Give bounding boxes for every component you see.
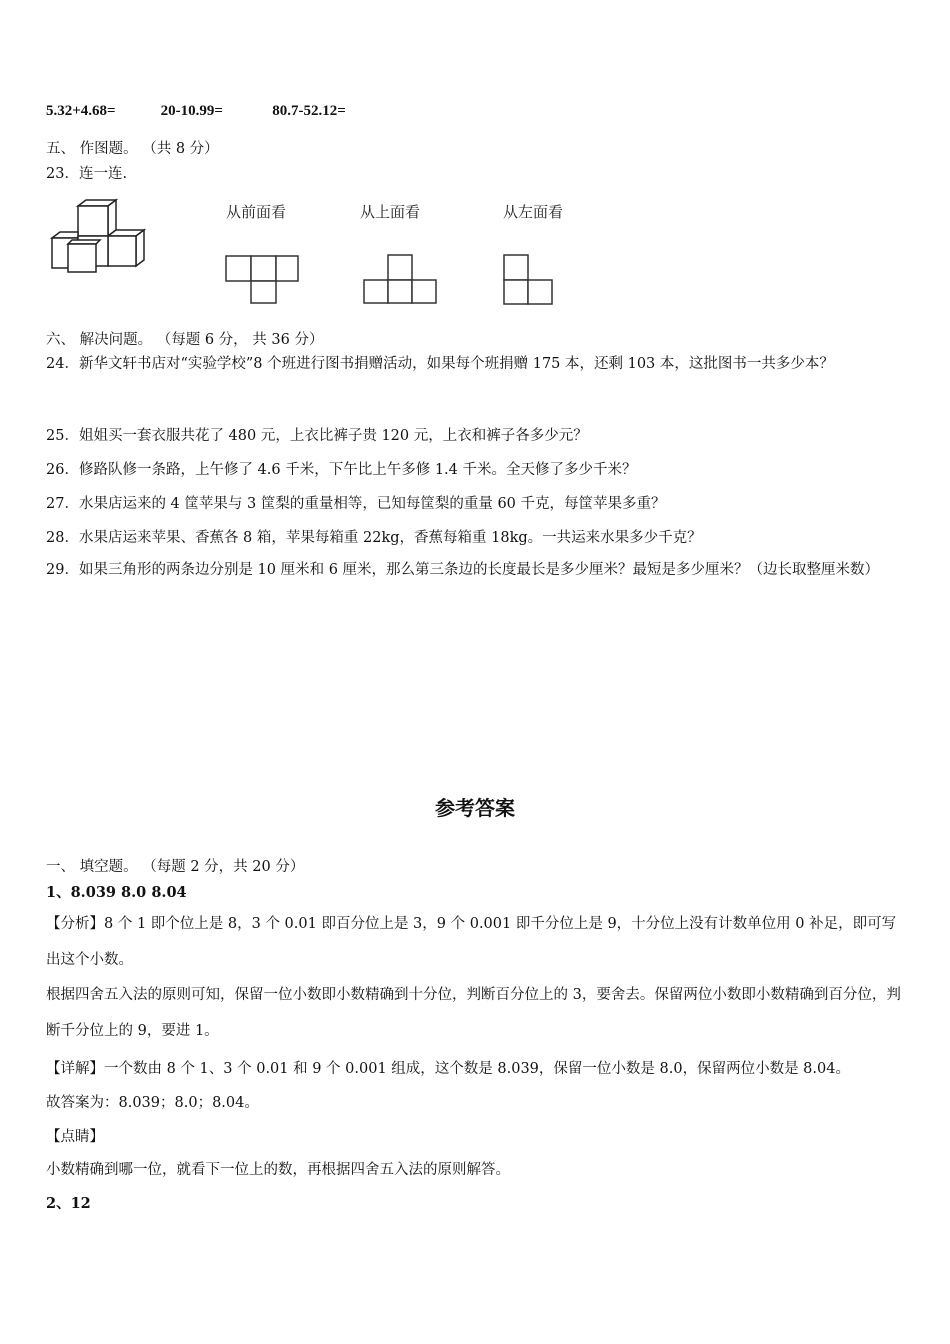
top-view-drawing [361,252,441,306]
section5-heading: 五、 作图题。 （共 8 分） [46,141,219,157]
tip-label: 【点睛】 [46,1129,104,1145]
calc-item-3: 80.7-52.12= [272,103,346,119]
question-28: 28．水果店运来苹果、香蕉各 8 箱，苹果每箱重 22kg，香蕉每箱重 18kg。一共运来水果多少千克？ [46,530,702,546]
final-answer: 故答案为：8.039；8.0；8.04。 [46,1095,259,1111]
tip-text: 小数精确到哪一位，就看下一位上的数，再根据四舍五入法的原则解答。 [46,1162,510,1178]
top-view-shape [361,252,441,306]
answers-section1-heading: 一、 填空题。 （每题 2 分，共 20 分） [46,859,305,875]
analysis-paragraph-1: 【分析】8 个 1 即个位上是 8，3 个 0.01 即百分位上是 3，9 个 0.001 即千分位上是 9，十分位上没有计数单位用 0 补足，即可写出这个小数。 [46,916,897,968]
analysis-paragraph-2: 根据四舍五入法的原则可知，保留一位小数即小数精确到十分位，判断百分位上的 3，要舍去。保留两位小数即小数精确到百分位，判断千分位上的 9，要进 1。 [46,987,901,1039]
question-24: 24．新华文轩书店对“实验学校”8 个班进行图书捐赠活动，如果每个班捐赠 175 本，还剩 103 本，这批图书一共多少本？ [46,356,834,372]
question-27: 27．水果店运来的 4 筐苹果与 3 筐梨的重量相等，已知每筐梨的重量 60 千克，每筐苹果多重？ [46,496,666,512]
left-view-drawing [501,252,557,308]
section6-heading: 六、 解决问题。 （每题 6 分， 共 36 分） [46,332,324,348]
front-view-drawing [222,252,302,306]
left-view-shape [501,252,557,308]
calc-item-1: 5.32+4.68= [46,103,116,119]
detail-paragraph: 【详解】一个数由 8 个 1、3 个 0.01 和 9 个 0.001 组成，这个数是 8.039，保留一位小数是 8.0，保留两位小数是 8.04。 [46,1061,850,1077]
view-label-front: 从前面看 [226,203,287,221]
view-label-top: 从上面看 [360,203,421,221]
question-29: 29．如果三角形的两条边分别是 10 厘米和 6 厘米，那么第三条边的长度最长是多少厘米？最短是多少厘米？（边长取整厘米数） [46,562,880,578]
question-26: 26．修路队修一条路，上午修了 4.6 千米，下午比上午多修 1.4 千米。全天修了多少千米？ [46,462,637,478]
answer-1: 1、8.039 8.0 8.04 [46,884,187,901]
cube-stack-figure [50,198,152,274]
front-view-shape [222,252,302,306]
view-label-left: 从左面看 [503,203,564,221]
calc-row [46,103,346,120]
q23-text: 23．连一连. [46,166,128,182]
answer-2: 2、12 [46,1195,91,1212]
answers-title: 参考答案 [435,796,515,820]
calc-item-2: 20-10.99= [160,103,223,119]
cube-stack-drawing [50,198,152,274]
question-25: 25．姐姐买一套衣服共花了 480 元，上衣比裤子贵 120 元，上衣和裤子各多少元？ [46,428,588,444]
